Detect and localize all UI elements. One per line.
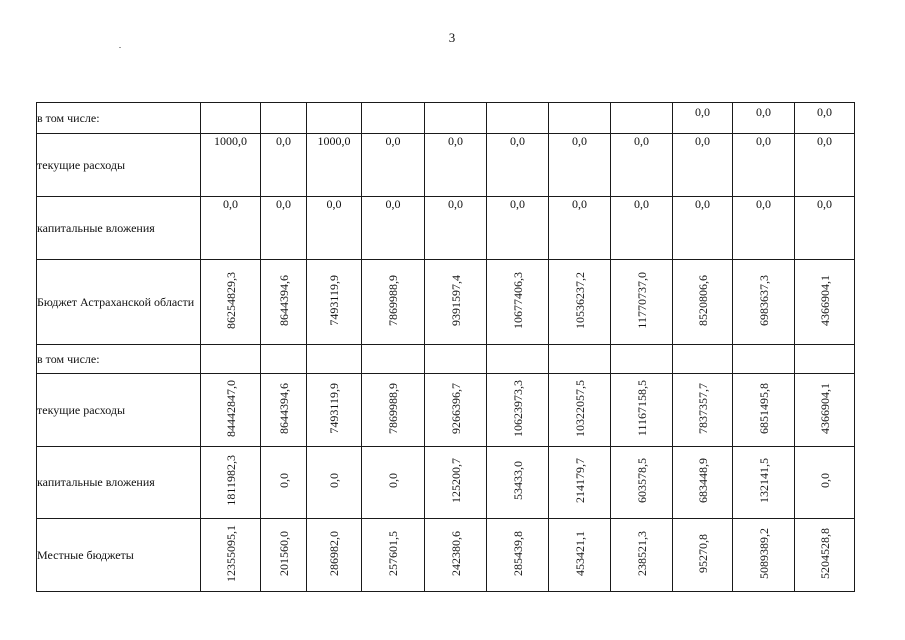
row-label: Бюджет Астраханской области — [37, 260, 201, 345]
table-cell: 0,0 — [261, 197, 307, 260]
table-cell — [201, 345, 261, 374]
table-cell — [733, 260, 795, 345]
table-cell — [611, 374, 673, 447]
table-cell: 0,0 — [733, 134, 795, 197]
cell-value: 0,0 — [327, 473, 341, 488]
table-cell: 0,0 — [673, 134, 733, 197]
table-cell — [362, 519, 425, 592]
cell-value: 12355095,1 — [223, 524, 238, 582]
table-cell — [549, 374, 611, 447]
table-cell — [425, 519, 487, 592]
table-cell — [549, 103, 611, 134]
cell-value: 0,0 — [276, 473, 291, 488]
cell-value: 8644394,6 — [276, 382, 291, 434]
cell-value: 1811982,3 — [223, 455, 238, 506]
table-cell — [307, 519, 362, 592]
cell-value: 7869988,9 — [386, 274, 400, 326]
row-label: капитальные вложения — [37, 447, 201, 519]
table-cell — [201, 447, 261, 519]
cell-value: 242380,6 — [448, 530, 463, 576]
table-cell: 0,0 — [261, 134, 307, 197]
table-cell — [307, 374, 362, 447]
table-cell — [261, 260, 307, 345]
table-row — [37, 103, 855, 134]
table-cell — [201, 519, 261, 592]
cell-value: 5089389,2 — [756, 527, 771, 579]
table-cell — [201, 260, 261, 345]
cell-value: 201560,0 — [276, 530, 291, 576]
cell-value: 9391597,4 — [448, 274, 463, 326]
cell-value: 9266396,7 — [448, 382, 463, 434]
table-cell — [362, 103, 425, 134]
table-cell — [487, 260, 549, 345]
budget-table — [36, 102, 855, 592]
table-cell — [362, 260, 425, 345]
cell-value: 10677406,3 — [510, 271, 525, 329]
cell-value: 10623973,3 — [510, 379, 525, 437]
table-cell: 0,0 — [733, 103, 795, 134]
table-cell — [307, 260, 362, 345]
cell-value: 10322057,5 — [572, 379, 587, 437]
table-cell — [362, 374, 425, 447]
cell-value: 453421,1 — [572, 530, 587, 576]
table-cell — [261, 374, 307, 447]
table-cell — [307, 345, 362, 374]
table-cell: 0,0 — [487, 197, 549, 260]
table-cell — [425, 374, 487, 447]
cell-value: 4366904,1 — [817, 382, 832, 434]
table-cell — [733, 519, 795, 592]
table-row — [37, 345, 855, 374]
table-cell: 0,0 — [673, 103, 733, 134]
table-cell — [425, 103, 487, 134]
cell-value: 285439,8 — [510, 530, 525, 576]
cell-value: 7493119,9 — [327, 382, 341, 434]
table-cell — [611, 447, 673, 519]
table-cell — [362, 345, 425, 374]
table-cell: 1000,0 — [307, 134, 362, 197]
table-cell: 0,0 — [611, 134, 673, 197]
table-cell — [673, 447, 733, 519]
table-cell — [549, 447, 611, 519]
row-label: Местные бюджеты — [37, 519, 201, 592]
table-cell: 0,0 — [362, 197, 425, 260]
cell-value: 8644394,6 — [276, 274, 291, 326]
table-cell: 0,0 — [425, 197, 487, 260]
scan-speck — [119, 47, 121, 48]
table-cell — [261, 103, 307, 134]
row-label: текущие расходы — [37, 134, 201, 197]
table-cell — [795, 345, 855, 374]
table-cell — [611, 345, 673, 374]
cell-value: 683448,9 — [695, 458, 710, 503]
table-cell — [261, 519, 307, 592]
table-cell — [307, 103, 362, 134]
table-cell — [673, 374, 733, 447]
cell-value: 7837357,7 — [695, 382, 710, 434]
table-cell — [425, 447, 487, 519]
table-cell — [487, 519, 549, 592]
table-cell — [733, 447, 795, 519]
cell-value: 7869988,9 — [386, 382, 400, 434]
cell-value: 125200,7 — [448, 458, 463, 503]
table-cell — [795, 447, 855, 519]
row-label: капитальные вложения — [37, 197, 201, 260]
table-cell: 0,0 — [795, 103, 855, 134]
table-cell: 0,0 — [425, 134, 487, 197]
table-cell: 0,0 — [487, 134, 549, 197]
table-cell — [611, 103, 673, 134]
table-cell — [201, 374, 261, 447]
table-cell — [425, 260, 487, 345]
table-cell — [362, 447, 425, 519]
table-cell — [487, 345, 549, 374]
cell-value: 0,0 — [386, 473, 400, 488]
table-cell: 0,0 — [201, 197, 261, 260]
cell-value: 603578,5 — [634, 458, 649, 503]
table-cell: 0,0 — [673, 197, 733, 260]
row-label: в том числе: — [37, 345, 201, 374]
table-row — [37, 197, 855, 260]
table-cell — [549, 345, 611, 374]
cell-value: 5204528,8 — [817, 527, 832, 579]
table-row — [37, 447, 855, 519]
cell-value: 214179,7 — [572, 458, 587, 503]
cell-value: 132141,5 — [756, 458, 771, 503]
page-number: 3 — [448, 30, 456, 45]
table-cell: 0,0 — [549, 197, 611, 260]
table-cell: 0,0 — [307, 197, 362, 260]
table-cell: 0,0 — [795, 197, 855, 260]
cell-value: 257601,5 — [386, 530, 400, 576]
table-row — [37, 519, 855, 592]
table-row — [37, 134, 855, 197]
table-cell — [549, 260, 611, 345]
table-cell — [795, 519, 855, 592]
table-cell — [611, 519, 673, 592]
table-cell: 1000,0 — [201, 134, 261, 197]
cell-value: 7493119,9 — [327, 274, 341, 326]
table-cell — [487, 447, 549, 519]
cell-value: 95270,8 — [695, 533, 710, 573]
table-cell — [795, 260, 855, 345]
cell-value: 4366904,1 — [817, 274, 832, 326]
table-cell: 0,0 — [795, 134, 855, 197]
table-cell — [261, 345, 307, 374]
table-cell — [673, 260, 733, 345]
cell-value: 286982,0 — [327, 530, 341, 576]
table-cell — [201, 103, 261, 134]
table-cell: 0,0 — [549, 134, 611, 197]
table-cell — [261, 447, 307, 519]
cell-value: 11167158,5 — [634, 379, 649, 437]
table-cell — [795, 374, 855, 447]
table-cell — [611, 260, 673, 345]
cell-value: 11770737,0 — [634, 271, 649, 329]
row-label: в том числе: — [37, 103, 201, 134]
cell-value: 10536237,2 — [572, 271, 587, 329]
table-row — [37, 260, 855, 345]
cell-value: 8520806,6 — [695, 274, 710, 326]
table-cell: 0,0 — [362, 134, 425, 197]
table-cell: 0,0 — [733, 197, 795, 260]
table-cell — [673, 345, 733, 374]
cell-value: 84442847,0 — [223, 379, 238, 437]
cell-value: 53433,0 — [510, 461, 525, 500]
cell-value: 86254829,3 — [223, 271, 238, 329]
table-cell — [307, 447, 362, 519]
cell-value: 6851495,8 — [756, 382, 771, 434]
row-label: текущие расходы — [37, 374, 201, 447]
table-cell — [425, 345, 487, 374]
table-cell — [549, 519, 611, 592]
table-row — [37, 374, 855, 447]
table-cell — [487, 374, 549, 447]
table-cell — [733, 345, 795, 374]
cell-value: 0,0 — [817, 473, 832, 488]
table-cell: 0,0 — [611, 197, 673, 260]
table-cell — [487, 103, 549, 134]
cell-value: 6983637,3 — [756, 274, 771, 326]
table-cell — [673, 519, 733, 592]
cell-value: 238521,3 — [634, 530, 649, 576]
table-cell — [733, 374, 795, 447]
